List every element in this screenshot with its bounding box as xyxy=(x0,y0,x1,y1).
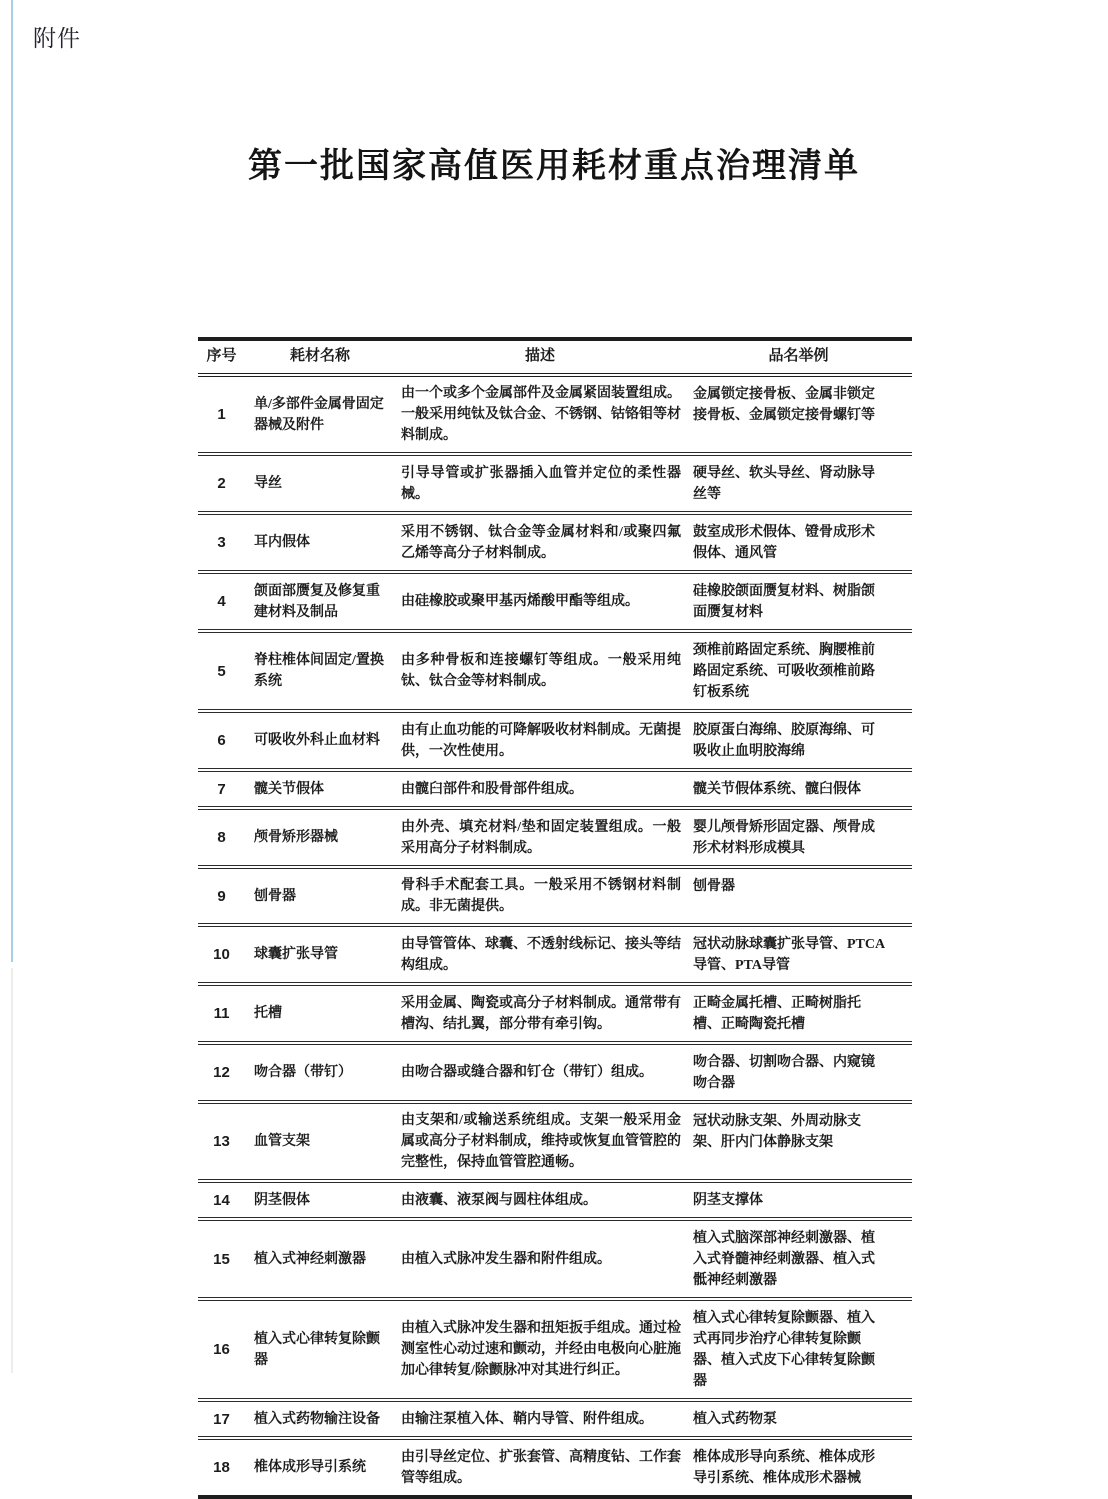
consumable-description: 由有止血功能的可降解吸收材料制成。无菌提供，一次性使用。 xyxy=(401,722,681,759)
consumable-examples: 冠状动脉支架、外周动脉支架、肝内门体静脉支架 xyxy=(693,1114,861,1150)
consumable-description: 由植入式脉冲发生器和扭矩扳手组成。通过检测室性心动过速和颤动，并经由电极向心脏施加心律转复/除颤脉冲对其进行纠正。 xyxy=(401,1321,681,1378)
row-serial-number: 14 xyxy=(213,1191,230,1209)
consumable-examples: 婴儿颅骨矫形固定器、颅骨成形术材料形成模具 xyxy=(693,820,875,856)
row-serial-number: 1 xyxy=(217,406,226,423)
row-serial-number: 6 xyxy=(217,732,226,749)
consumable-description: 由多种骨板和连接螺钉等组成。一般采用纯钛、钛合金等材料制成。 xyxy=(401,653,681,689)
consumable-name: 球囊扩张导管 xyxy=(254,947,338,962)
table-row xyxy=(198,1102,912,1181)
consumable-description: 骨科手术配套工具。一般采用不锈钢材料制成。非无菌提供。 xyxy=(401,878,681,914)
consumable-name: 植入式神经刺激器 xyxy=(254,1251,366,1267)
col-header-serial: 序号 xyxy=(198,339,245,375)
row-serial-number: 2 xyxy=(217,475,226,492)
consumable-description: 由一个或多个金属部件及金属紧固装置组成。一般采用纯钛及钛合金、不锈钢、钴铬钼等材料制成。 xyxy=(401,386,681,443)
row-serial-number: 15 xyxy=(213,1250,230,1268)
col-header-name: 耗材名称 xyxy=(245,339,395,375)
row-serial-number: 3 xyxy=(217,534,226,551)
consumable-description: 由引导丝定位、扩张套管、高精度钻、工作套管等组成。 xyxy=(401,1449,681,1486)
consumable-name: 导丝 xyxy=(254,476,282,491)
table-row xyxy=(198,867,912,925)
consumable-name: 刨骨器 xyxy=(254,888,296,904)
table-row xyxy=(198,1400,912,1438)
row-serial-number: 5 xyxy=(217,662,226,680)
consumable-examples: 髋关节假体系统、髋臼假体 xyxy=(693,782,861,797)
row-serial-number: 8 xyxy=(217,829,226,846)
consumable-name: 植入式药物输注设备 xyxy=(254,1411,380,1427)
row-serial-number: 13 xyxy=(213,1133,230,1150)
row-serial-number: 10 xyxy=(213,946,230,963)
table-row xyxy=(198,1299,912,1400)
consumable-examples: 椎体成形导向系统、椎体成形导引系统、椎体成形术器械 xyxy=(693,1450,875,1486)
consumable-examples: 吻合器、切割吻合器、内窥镜吻合器 xyxy=(693,1055,875,1091)
consumable-name: 颅骨矫形器械 xyxy=(254,830,338,845)
consumable-description: 由导管管体、球囊、不透射线标记、接头等结构组成。 xyxy=(401,936,681,973)
consumable-description: 由吻合器或缝合器和钉仓（带钉）组成。 xyxy=(401,1065,653,1080)
consumable-name: 颌面部赝复及修复重建材料及制品 xyxy=(254,583,380,620)
row-serial-number: 7 xyxy=(217,780,226,798)
consumable-description: 由髋臼部件和股骨部件组成。 xyxy=(401,781,583,797)
col-header-description: 描述 xyxy=(395,339,685,375)
page-left-faint-rule xyxy=(11,968,13,1373)
consumable-description: 由植入式脉冲发生器和附件组成。 xyxy=(401,1251,611,1267)
consumable-examples: 植入式脑深部神经刺激器、植入式脊髓神经刺激器、植入式骶神经刺激器 xyxy=(693,1231,875,1288)
col-header-examples: 品名举例 xyxy=(685,339,912,375)
consumable-name: 吻合器（带钉） xyxy=(254,1065,352,1080)
row-serial-number: 16 xyxy=(213,1341,230,1358)
table-header xyxy=(198,339,912,375)
table-row xyxy=(198,631,912,711)
consumable-examples: 植入式药物泵 xyxy=(693,1412,777,1427)
consumable-examples: 硅橡胶颌面赝复材料、树脂颌面赝复材料 xyxy=(693,584,875,620)
table-row xyxy=(198,513,912,572)
table-body xyxy=(198,375,912,1497)
consumable-examples: 胶原蛋白海绵、胶原海绵、可吸收止血明胶海绵 xyxy=(693,723,875,759)
consumable-name: 椎体成形导引系统 xyxy=(254,1460,366,1475)
consumable-examples: 植入式心律转复除颤器、植入式再同步治疗心律转复除颤器、植入式皮下心律转复除颤器 xyxy=(693,1311,875,1389)
consumable-description: 由支架和/或输送系统组成。支架一般采用金属或高分子材料制成，维持或恢复血管管腔的完整性，保持血管管腔通畅。 xyxy=(401,1113,681,1170)
consumable-examples: 颈椎前路固定系统、胸腰椎前路固定系统、可吸收颈椎前路钉板系统 xyxy=(693,643,875,700)
consumable-name: 脊柱椎体间固定/置换系统 xyxy=(254,653,384,689)
consumable-description: 采用金属、陶瓷或高分子材料制成。通常带有槽沟、结扎翼，部分带有牵引钩。 xyxy=(401,995,681,1032)
table-row xyxy=(198,925,912,984)
table-row xyxy=(198,711,912,770)
consumable-description: 由输注泵植入体、鞘内导管、附件组成。 xyxy=(401,1411,653,1427)
table-row xyxy=(198,572,912,631)
table-row xyxy=(198,1181,912,1219)
consumable-name: 托槽 xyxy=(254,1006,282,1021)
row-serial-number: 18 xyxy=(213,1459,230,1476)
consumable-description: 由外壳、填充材料/垫和固定装置组成。一般采用高分子材料制成。 xyxy=(401,819,681,856)
consumable-name: 可吸收外科止血材料 xyxy=(254,733,380,748)
consumable-description: 由液囊、液泵阀与圆柱体组成。 xyxy=(401,1192,597,1208)
row-serial-number: 4 xyxy=(217,593,226,610)
consumable-name: 阴茎假体 xyxy=(254,1192,310,1208)
row-serial-number: 12 xyxy=(213,1064,230,1081)
consumable-examples: 鼓室成形术假体、镫骨成形术假体、通风管 xyxy=(693,525,875,561)
row-serial-number: 11 xyxy=(213,1005,230,1022)
consumable-examples: 刨骨器 xyxy=(693,879,735,894)
table-row xyxy=(198,1043,912,1102)
table-row xyxy=(198,454,912,513)
table-row xyxy=(198,808,912,867)
consumable-description: 引导导管或扩张器插入血管并定位的柔性器械。 xyxy=(401,465,681,502)
consumable-name: 髋关节假体 xyxy=(254,781,324,797)
table-row xyxy=(198,1438,912,1497)
consumable-description: 采用不锈钢、钛合金等金属材料和/或聚四氟乙烯等高分子材料制成。 xyxy=(401,524,681,561)
table-row xyxy=(198,375,912,454)
consumable-name: 血管支架 xyxy=(254,1134,310,1149)
table-header-row xyxy=(198,339,912,375)
consumable-name: 单/多部件金属骨固定器械及附件 xyxy=(254,396,384,433)
consumable-examples: 冠状动脉球囊扩张导管、PTCA导管、PTA导管 xyxy=(693,937,886,973)
table-row xyxy=(198,770,912,808)
consumables-table xyxy=(198,337,912,1499)
consumable-examples: 正畸金属托槽、正畸树脂托槽、正畸陶瓷托槽 xyxy=(693,996,861,1032)
row-serial-number: 9 xyxy=(217,887,226,905)
consumable-examples: 硬导丝、软头导丝、肾动脉导丝等 xyxy=(693,466,875,502)
attachment-label: 附件 xyxy=(33,25,81,51)
table-row xyxy=(198,984,912,1043)
consumable-examples: 金属锁定接骨板、金属非锁定接骨板、金属锁定接骨螺钉等 xyxy=(693,387,875,423)
consumable-name: 植入式心律转复除颤器 xyxy=(254,1331,380,1368)
consumable-name: 耳内假体 xyxy=(254,535,310,550)
table-row xyxy=(198,1219,912,1299)
consumable-examples: 阴茎支撑体 xyxy=(693,1193,763,1208)
row-serial-number: 17 xyxy=(213,1410,230,1428)
page-title: 第一批国家高值医用耗材重点治理清单 xyxy=(248,148,860,185)
consumable-description: 由硅橡胶或聚甲基丙烯酸甲酯等组成。 xyxy=(401,594,639,609)
